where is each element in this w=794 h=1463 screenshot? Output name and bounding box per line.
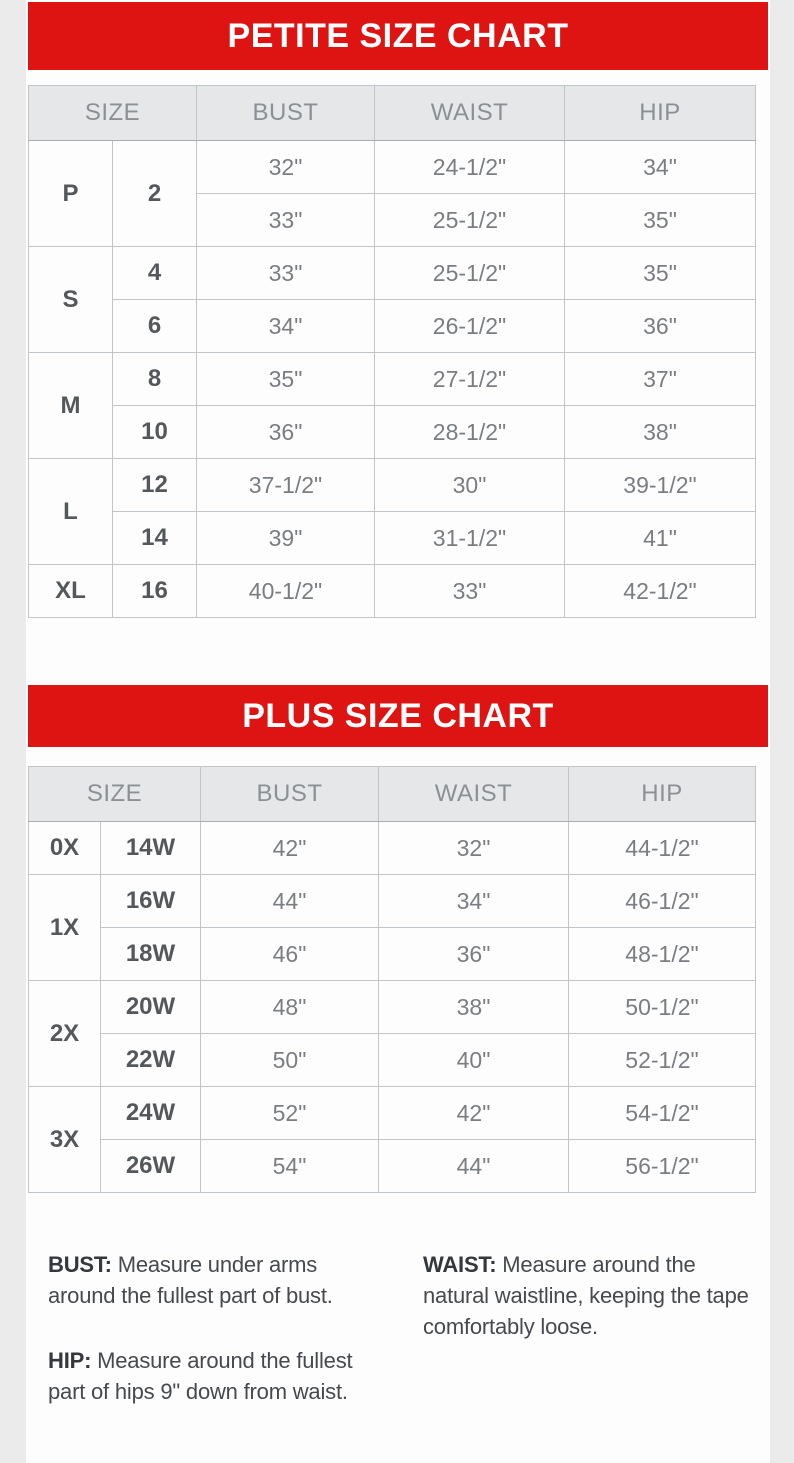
cell-hip: 52-1/2" (569, 1034, 756, 1087)
cell-size: 14W (101, 822, 201, 875)
cell-size: 14 (113, 512, 197, 565)
cell-waist: 27-1/2" (375, 353, 565, 406)
cell-bust: 34" (197, 300, 375, 353)
hip-note (48, 1345, 378, 1407)
hip-note-text: Measure around the fullest part of hips 9" down from waist. (48, 1348, 353, 1404)
table-row (29, 247, 756, 300)
cell-bust: 48" (201, 981, 379, 1034)
col-header-hip: HIP (565, 86, 756, 141)
cell-group: P (29, 141, 113, 247)
table-row (29, 141, 756, 194)
col-header-waist: WAIST (379, 767, 569, 822)
cell-waist: 38" (379, 981, 569, 1034)
notes-right-column (423, 1249, 755, 1407)
cell-hip: 56-1/2" (569, 1140, 756, 1193)
table-row (29, 300, 756, 353)
cell-waist: 30" (375, 459, 565, 512)
cell-hip: 50-1/2" (569, 981, 756, 1034)
col-header-hip: HIP (569, 767, 756, 822)
table-row (29, 1087, 756, 1140)
cell-bust: 36" (197, 406, 375, 459)
cell-size: 20W (101, 981, 201, 1034)
cell-bust: 50" (201, 1034, 379, 1087)
cell-waist: 25-1/2" (375, 247, 565, 300)
bust-note-text: Measure under arms around the fullest part of bust. (48, 1252, 333, 1308)
cell-group: 3X (29, 1087, 101, 1193)
waist-note (423, 1249, 755, 1342)
cell-waist: 28-1/2" (375, 406, 565, 459)
plus-header-row (29, 767, 756, 822)
cell-waist: 32" (379, 822, 569, 875)
cell-waist: 33" (375, 565, 565, 618)
col-header-bust: BUST (201, 767, 379, 822)
cell-group: XL (29, 565, 113, 618)
table-row (29, 406, 756, 459)
notes-left-column (48, 1249, 378, 1407)
petite-size-table (28, 85, 756, 618)
table-row (29, 981, 756, 1034)
cell-waist: 25-1/2" (375, 194, 565, 247)
cell-group: 1X (29, 875, 101, 981)
cell-waist: 31-1/2" (375, 512, 565, 565)
cell-size: 2 (113, 141, 197, 247)
cell-hip: 54-1/2" (569, 1087, 756, 1140)
cell-hip: 35" (565, 194, 756, 247)
cell-waist: 42" (379, 1087, 569, 1140)
cell-waist: 24-1/2" (375, 141, 565, 194)
cell-group: L (29, 459, 113, 565)
cell-size: 4 (113, 247, 197, 300)
waist-note-text: Measure around the natural waistline, keeping the tape comfortably loose. (423, 1252, 749, 1339)
cell-bust: 52" (201, 1087, 379, 1140)
cell-waist: 36" (379, 928, 569, 981)
cell-size: 24W (101, 1087, 201, 1140)
cell-bust: 35" (197, 353, 375, 406)
cell-bust: 39" (197, 512, 375, 565)
cell-bust: 37-1/2" (197, 459, 375, 512)
cell-size: 8 (113, 353, 197, 406)
plus-chart-title-banner (28, 685, 768, 747)
cell-size: 16 (113, 565, 197, 618)
cell-hip: 36" (565, 300, 756, 353)
cell-hip: 35" (565, 247, 756, 300)
cell-waist: 26-1/2" (375, 300, 565, 353)
table-row (29, 459, 756, 512)
col-header-waist: WAIST (375, 86, 565, 141)
cell-bust: 54" (201, 1140, 379, 1193)
cell-hip: 44-1/2" (569, 822, 756, 875)
petite-chart-title-banner (28, 2, 768, 70)
plus-chart-title: PLUS SIZE CHART (242, 696, 554, 735)
cell-size: 6 (113, 300, 197, 353)
cell-bust: 40-1/2" (197, 565, 375, 618)
cell-size: 26W (101, 1140, 201, 1193)
col-header-size: SIZE (29, 86, 197, 141)
cell-waist: 44" (379, 1140, 569, 1193)
cell-size: 22W (101, 1034, 201, 1087)
col-header-size: SIZE (29, 767, 201, 822)
col-header-bust: BUST (197, 86, 375, 141)
cell-waist: 40" (379, 1034, 569, 1087)
size-chart-card (26, 0, 770, 1463)
table-row (29, 1140, 756, 1193)
table-row (29, 822, 756, 875)
cell-group: S (29, 247, 113, 353)
plus-size-table (28, 766, 756, 1193)
cell-size: 12 (113, 459, 197, 512)
measurement-notes (26, 1249, 770, 1407)
hip-note-label: HIP: (48, 1348, 92, 1373)
cell-hip: 39-1/2" (565, 459, 756, 512)
cell-size: 10 (113, 406, 197, 459)
table-row (29, 875, 756, 928)
cell-bust: 46" (201, 928, 379, 981)
bust-note (48, 1249, 378, 1311)
waist-note-label: WAIST: (423, 1252, 497, 1277)
cell-bust: 33" (197, 194, 375, 247)
cell-hip: 34" (565, 141, 756, 194)
cell-hip: 42-1/2" (565, 565, 756, 618)
table-row (29, 1034, 756, 1087)
cell-hip: 41" (565, 512, 756, 565)
cell-waist: 34" (379, 875, 569, 928)
bust-note-label: BUST: (48, 1252, 112, 1277)
cell-bust: 42" (201, 822, 379, 875)
petite-chart-title: PETITE SIZE CHART (227, 16, 569, 55)
table-row (29, 565, 756, 618)
cell-hip: 38" (565, 406, 756, 459)
cell-group: 0X (29, 822, 101, 875)
cell-bust: 44" (201, 875, 379, 928)
cell-hip: 37" (565, 353, 756, 406)
cell-group: 2X (29, 981, 101, 1087)
cell-bust: 32" (197, 141, 375, 194)
table-row (29, 353, 756, 406)
cell-group: M (29, 353, 113, 459)
cell-size: 18W (101, 928, 201, 981)
petite-header-row (29, 86, 756, 141)
cell-size: 16W (101, 875, 201, 928)
cell-bust: 33" (197, 247, 375, 300)
cell-hip: 46-1/2" (569, 875, 756, 928)
table-row (29, 928, 756, 981)
cell-hip: 48-1/2" (569, 928, 756, 981)
table-row (29, 512, 756, 565)
